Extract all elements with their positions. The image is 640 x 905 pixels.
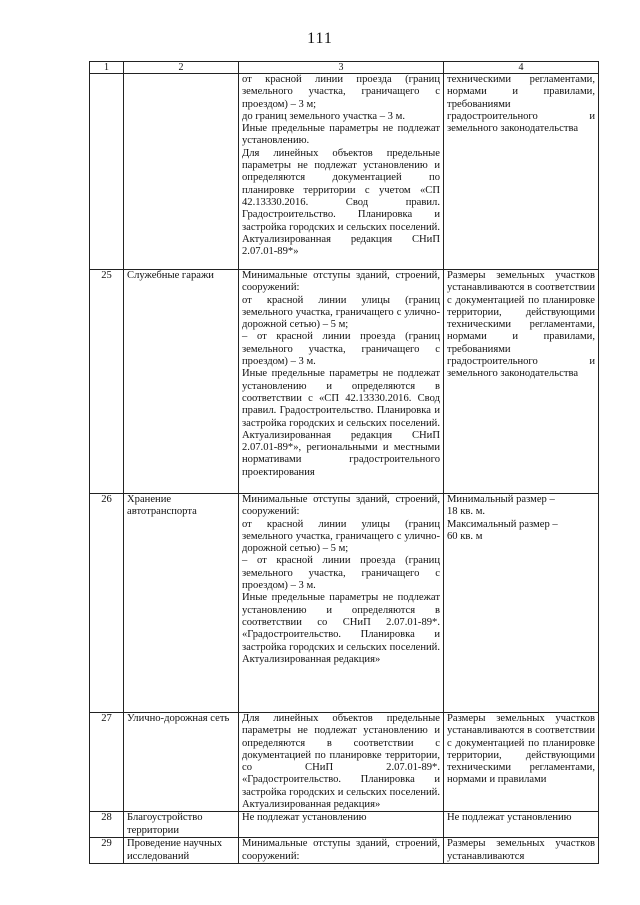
row-sizes: техническими регламентами, нормами и правилами, требованиями градостроительного и земельного законодательства [444, 74, 599, 270]
header-col-3: 3 [239, 62, 444, 74]
table-header-row [90, 62, 599, 74]
row-sizes: Размеры земельных участков устанавливаются в соответствии с документацией по планировке территории, действующими техническими регламентами, нормами и правилами, требованиями градостроительного и земельного законодательства [444, 270, 599, 494]
row-name: Проведение научных исследований [124, 838, 239, 864]
row-sizes: Размеры земельных участков устанавливаются в соответствии с документацией по планировке территории, действующими техническими регламентами, нормами и правилами [444, 713, 599, 812]
row-params: Минимальные отступы зданий, строений, сооружений: [239, 838, 444, 864]
row-params: Не подлежат установлению [239, 812, 444, 838]
header-col-4: 4 [444, 62, 599, 74]
row-sizes: Размеры земельных участков устанавливаются [444, 838, 599, 864]
row-params: Минимальные отступы зданий, строений, сооружений: от красной линии улицы (границ земельного участка, граничащего с улично-дорожной сетью) – 5 м; – от красной линии проезда (границ земельного участка, граничащего с проездом) – 3 м. Иные предельные параметры не подлежат установлению и определяются в соответствии со СНиП 2.07.01-89*. «Градостроительство. Планировка и застройка городских и сельских поселений. Актуализированная редакция» [239, 494, 444, 713]
row-number [90, 74, 124, 270]
row-number: 26 [90, 494, 124, 713]
row-name: Хранение автотранспорта [124, 494, 239, 713]
row-number: 28 [90, 812, 124, 838]
row-params: от красной линии проезда (границ земельного участка, граничащего с проездом) – 3 м; до границ земельного участка – 3 м. Иные предельные параметры не подлежат установлению. Для линейных объектов предельные параметры не подлежат установлению и определяются документацией по планировке территории с учетом «СП 42.13330.2016. Свод правил. Градостроительство. Планировка и застройка городских и сельских поселений. Актуализированная редакция СНиП 2.07.01-89*» [239, 74, 444, 270]
row-name: Улично-дорожная сеть [124, 713, 239, 812]
row-params: Для линейных объектов предельные параметры не подлежат установлению и определяются в соответствии с документацией по планировке территории, со СНиП 2.07.01-89*. «Градостроительство. Планировка и застройка городских и сельских поселений. Актуализированная редакция» [239, 713, 444, 812]
header-col-1: 1 [90, 62, 124, 74]
table-row [90, 494, 599, 713]
row-sizes: Минимальный размер – 18 кв. м. Максимальный размер – 60 кв. м [444, 494, 599, 713]
row-number: 25 [90, 270, 124, 494]
table-row [90, 713, 599, 812]
row-number: 29 [90, 838, 124, 864]
page-number: 111 [307, 30, 333, 47]
row-number: 27 [90, 713, 124, 812]
row-params: Минимальные отступы зданий, строений, сооружений: от красной линии улицы (границ земельного участка, граничащего с улично-дорожной сетью) – 5 м; – от красной линии проезда (границ земельного участка, граничащего с проездом) – 3 м. Иные предельные параметры не подлежат установлению и определяются в соответствии с «СП 42.13330.2016. Свод правил. Градостроительство. Планировка и застройка городских и сельских поселений. Актуализированная редакция СНиП 2.07.01-89*», региональными и местными нормативами градостроительного проектирования [239, 270, 444, 494]
table-row [90, 838, 599, 864]
table-row [90, 270, 599, 494]
regulations-table [89, 61, 599, 864]
row-sizes: Не подлежат установлению [444, 812, 599, 838]
table-row [90, 74, 599, 270]
header-col-2: 2 [124, 62, 239, 74]
row-name [124, 74, 239, 270]
table-row [90, 812, 599, 838]
row-name: Служебные гаражи [124, 270, 239, 494]
row-name: Благоустройство территории [124, 812, 239, 838]
